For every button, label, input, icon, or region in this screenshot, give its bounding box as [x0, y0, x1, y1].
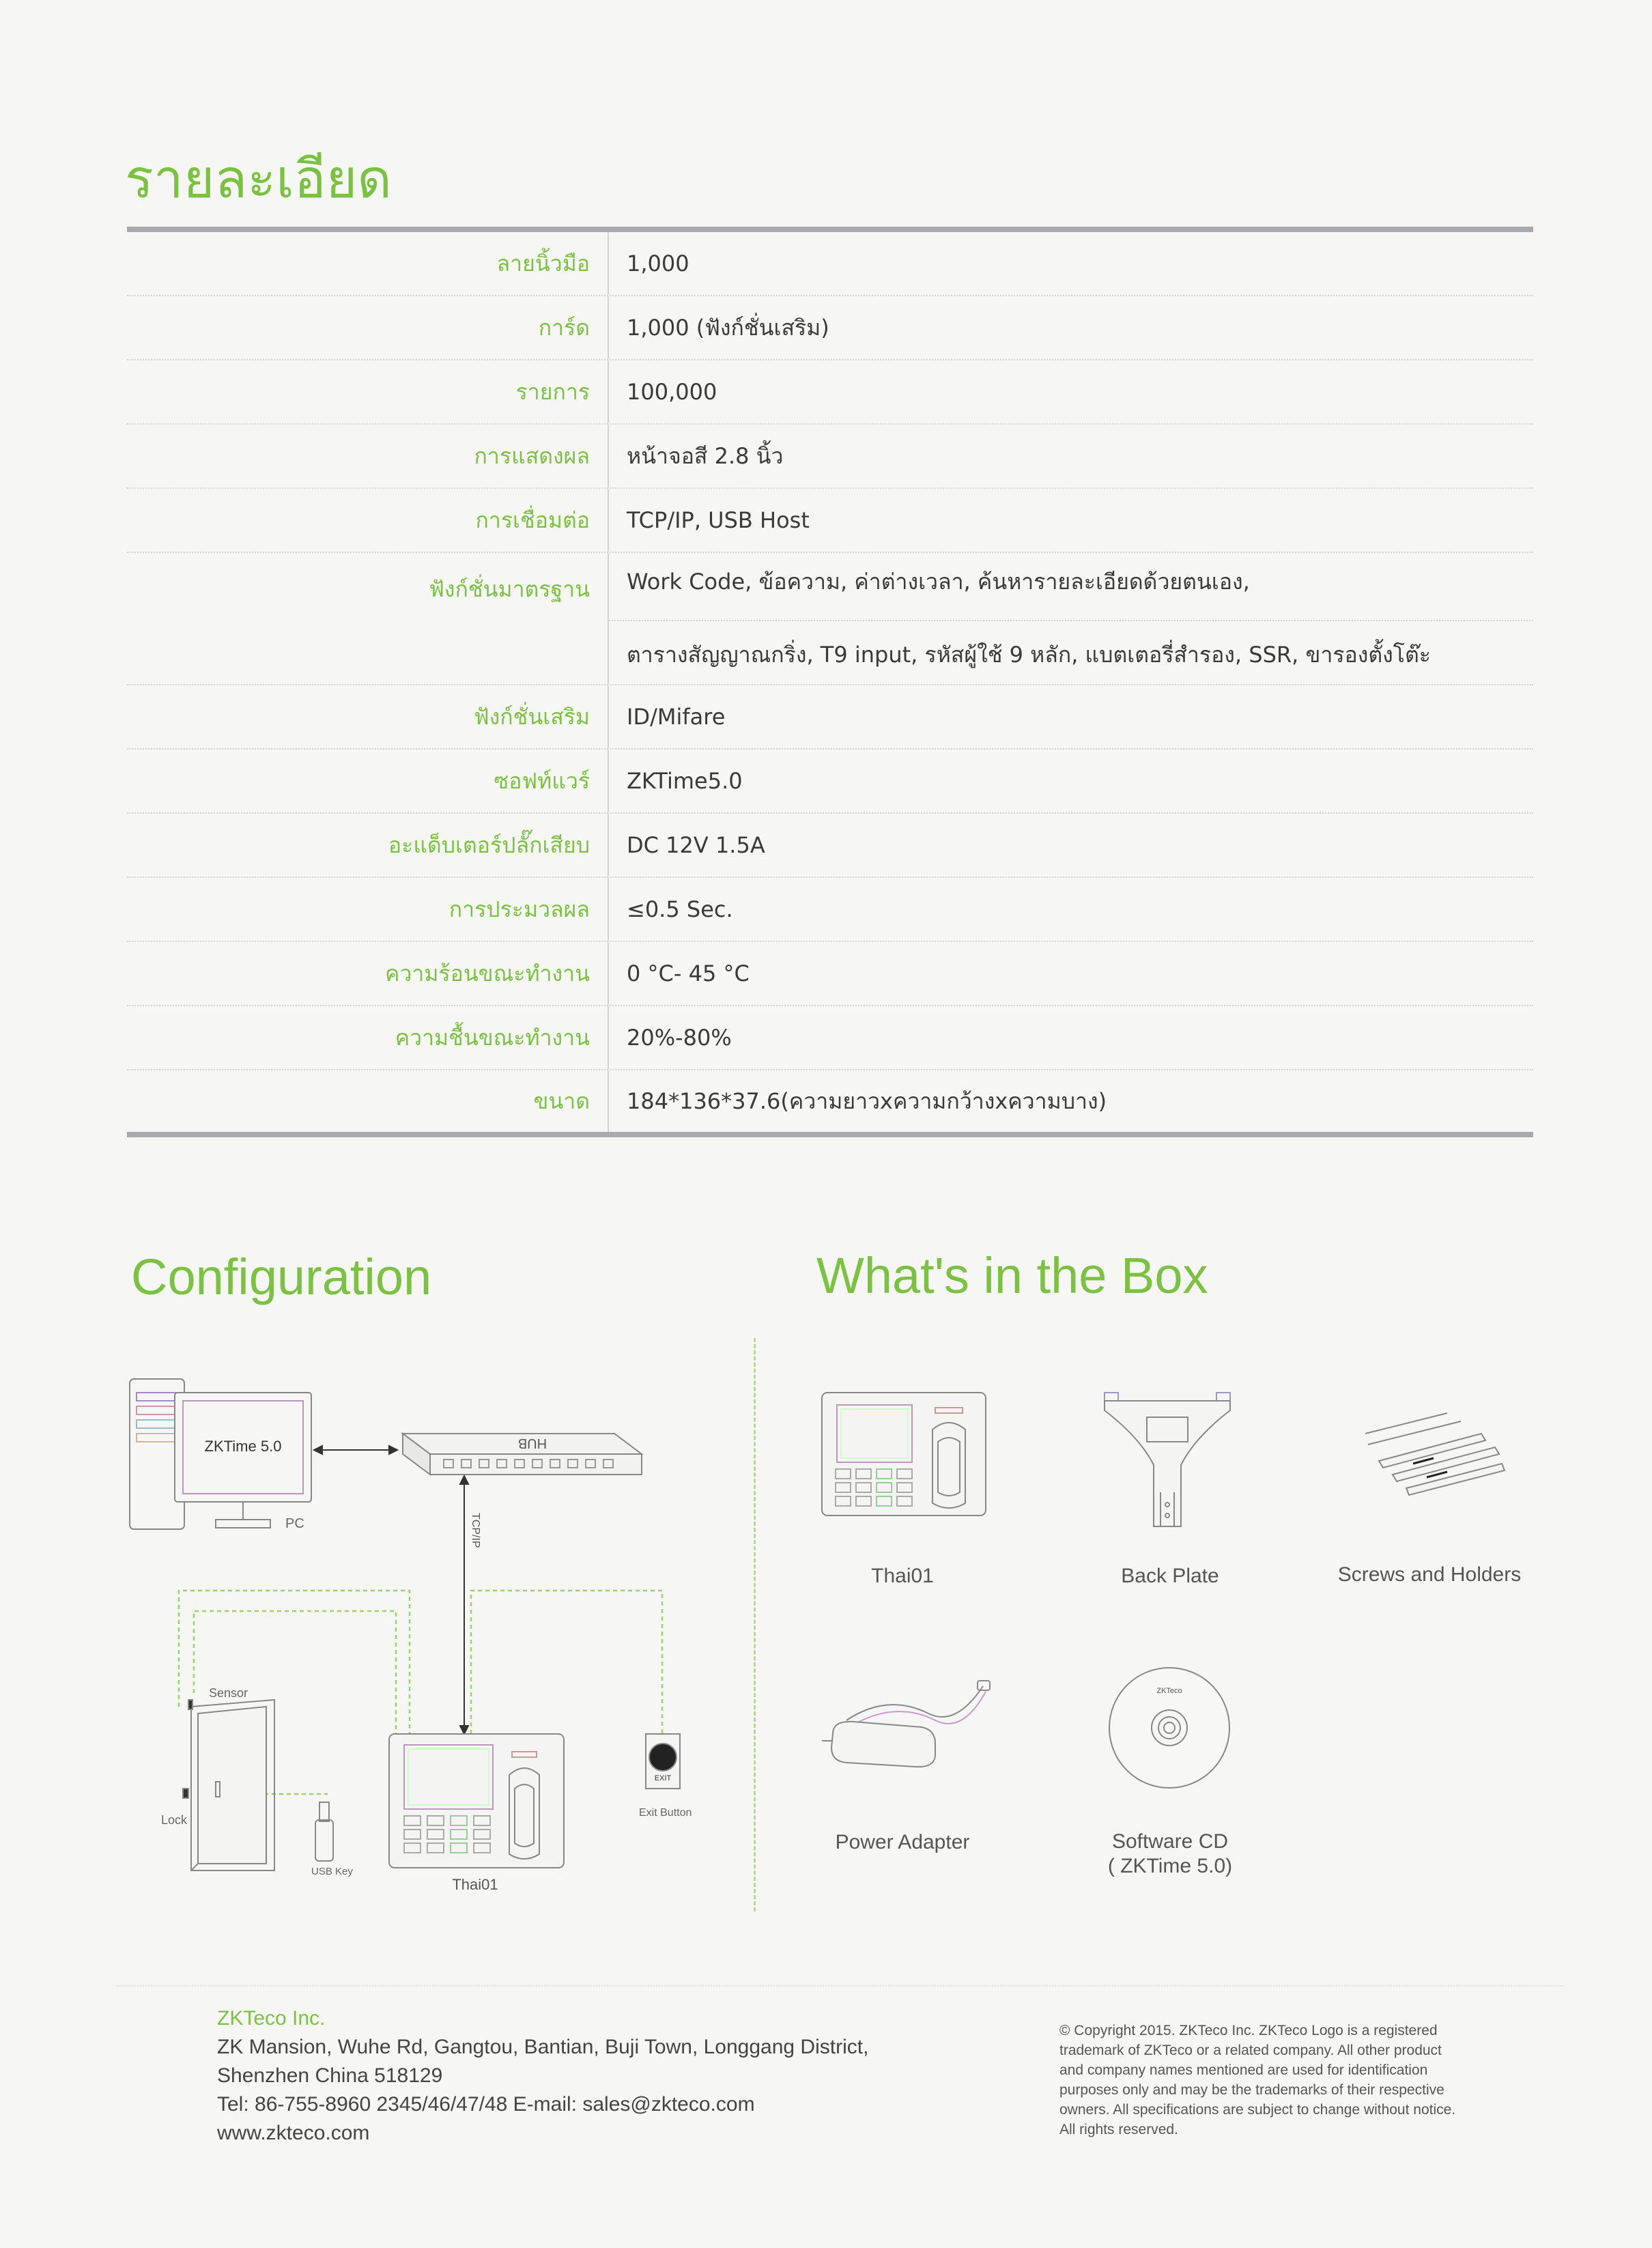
back-plate-icon: [1099, 1390, 1236, 1540]
spec-label: การเชื่อมต่อ: [127, 489, 609, 552]
cd-icon: [1105, 1663, 1234, 1793]
spec-row-optional-functions: [127, 685, 1533, 750]
box-item-caption: Screws and Holders: [1337, 1563, 1522, 1586]
spec-row-records: [127, 360, 1533, 425]
spec-value-line1: Work Code, ข้อความ, ค่าต่างเวลา, ค้นหารายละเอียดด้วยตนเอง,: [627, 569, 1250, 595]
box-item-caption: Back Plate: [1121, 1565, 1219, 1587]
contact-line: Tel: 86-755-8960 2345/46/47/48 E-mail: sales@zkteco.com: [217, 2093, 755, 2116]
box-device-icon: [819, 1390, 990, 1520]
spec-label: ซอฟท์แวร์: [127, 750, 609, 812]
sensor-label: Sensor: [209, 1686, 248, 1700]
usb-key-icon: [315, 1802, 333, 1861]
power-adapter-icon: [819, 1673, 997, 1782]
spec-value: DC 12V 1.5A: [627, 832, 765, 858]
address-line: Shenzhen China 518129: [217, 2064, 443, 2087]
spec-row-processing: [127, 878, 1533, 942]
usb-key-label: USB Key: [311, 1866, 353, 1877]
spec-row-card: [127, 296, 1533, 360]
spec-value: หน้าจอสี 2.8 นิ้ว: [627, 442, 784, 469]
spec-label: รายการ: [127, 360, 609, 423]
spec-value: ≤0.5 Sec.: [627, 896, 733, 922]
exit-button-label: Exit Button: [639, 1807, 692, 1819]
spec-row-dimensions: [127, 1070, 1533, 1132]
spec-value: 20%-80%: [627, 1025, 732, 1051]
spec-label: การ์ด: [127, 296, 609, 359]
box-item-caption-line1: Software CD: [1111, 1830, 1229, 1853]
spec-row-humidity: [127, 1006, 1533, 1070]
spec-label: ความชื้นขณะทำงาน: [127, 1006, 609, 1069]
spec-label: อะแด็บเตอร์ปลั๊กเสียบ: [127, 814, 609, 877]
spec-value: 184*136*37.6(ความยาวxความกว้างxความบาง): [627, 1087, 1107, 1114]
spec-row-software: [127, 750, 1533, 814]
exit-label: EXIT: [654, 1774, 672, 1782]
configuration-diagram: [123, 1365, 724, 1911]
box-item-caption-line2: ( ZKTime 5.0): [1107, 1855, 1233, 1877]
spec-value: 0 °C- 45 °C: [627, 961, 750, 986]
website-link[interactable]: www.zkteco.com: [217, 2122, 370, 2144]
hub-label: HUB: [517, 1436, 547, 1451]
spec-title: รายละเอียด: [125, 149, 392, 210]
spec-row-display: [127, 425, 1533, 489]
spec-label: ความร้อนขณะทำงาน: [127, 942, 609, 1005]
spec-value: 1,000 (ฟังก์ชั่นเสริม): [627, 314, 829, 341]
spec-value-line2: ตารางสัญญาณกริ่ง, T9 input, รหัสผู้ใช้ 9 หลัก, แบตเตอรี่สำรอง, SSR, ขารองตั้งโต๊ะ: [609, 620, 1533, 672]
spec-value: 1,000: [627, 251, 689, 276]
spec-row-communication: [127, 489, 1533, 553]
spec-value: ID/Mifare: [627, 704, 726, 730]
spec-value: [609, 553, 1533, 684]
pc-label: PC: [285, 1516, 304, 1531]
spec-label: ฟังก์ชั่นมาตรฐาน: [127, 553, 609, 684]
spec-row-fingerprint: [127, 232, 1533, 296]
spec-label: ขนาด: [127, 1070, 609, 1132]
company-name: ZKTeco Inc.: [217, 2007, 326, 2030]
spec-row-standard-functions: [127, 553, 1533, 685]
device-icon: [389, 1734, 564, 1868]
screws-icon: [1358, 1406, 1509, 1509]
monitor-icon: [175, 1393, 311, 1528]
copyright-notice: © Copyright 2015. ZKTeco Inc. ZKTeco Logo is a registered trademark of ZKTeco or a related company. All other product and company names mentioned are used for identification purposes only and may be the trademarks of their respective owners. All specifications are subject to change without notice. All rights reserved.: [1059, 2023, 1456, 2137]
spec-label: ลายนิ้วมือ: [127, 232, 609, 295]
spec-row-temperature: [127, 942, 1533, 1006]
cd-brand-label: ZKTeco: [1156, 1687, 1182, 1695]
spec-label: ฟังก์ชั่นเสริม: [127, 685, 609, 748]
spec-row-power: [127, 814, 1533, 878]
box-item-caption: Thai01: [871, 1565, 934, 1587]
monitor-software-label: ZKTime 5.0: [204, 1438, 282, 1455]
spec-table: [127, 227, 1533, 1137]
spec-value: 100,000: [627, 379, 717, 405]
spec-value: ZKTime5.0: [627, 768, 743, 794]
spec-value: TCP/IP, USB Host: [627, 507, 810, 533]
box-item-caption: Power Adapter: [835, 1831, 970, 1853]
box-item-caption: [1027, 1830, 1313, 1879]
device-label: Thai01: [452, 1876, 498, 1893]
tcpip-label: TCP/IP: [470, 1513, 481, 1548]
address-line: ZK Mansion, Wuhe Rd, Gangtou, Bantian, Buji Town, Longgang District,: [217, 2036, 869, 2058]
spec-label: การประมวลผล: [127, 878, 609, 941]
whats-in-the-box-heading: What's in the Box: [816, 1247, 1208, 1304]
configuration-heading: Configuration: [131, 1249, 432, 1305]
footer-divider: [116, 1985, 1563, 1987]
spec-label: การแสดงผล: [127, 425, 609, 487]
tcpip-link-icon: [460, 1476, 468, 1734]
lock-label: Lock: [161, 1813, 188, 1827]
door-icon: [183, 1700, 274, 1870]
pc-hub-link-icon: [314, 1446, 397, 1454]
section-divider: [754, 1338, 756, 1911]
